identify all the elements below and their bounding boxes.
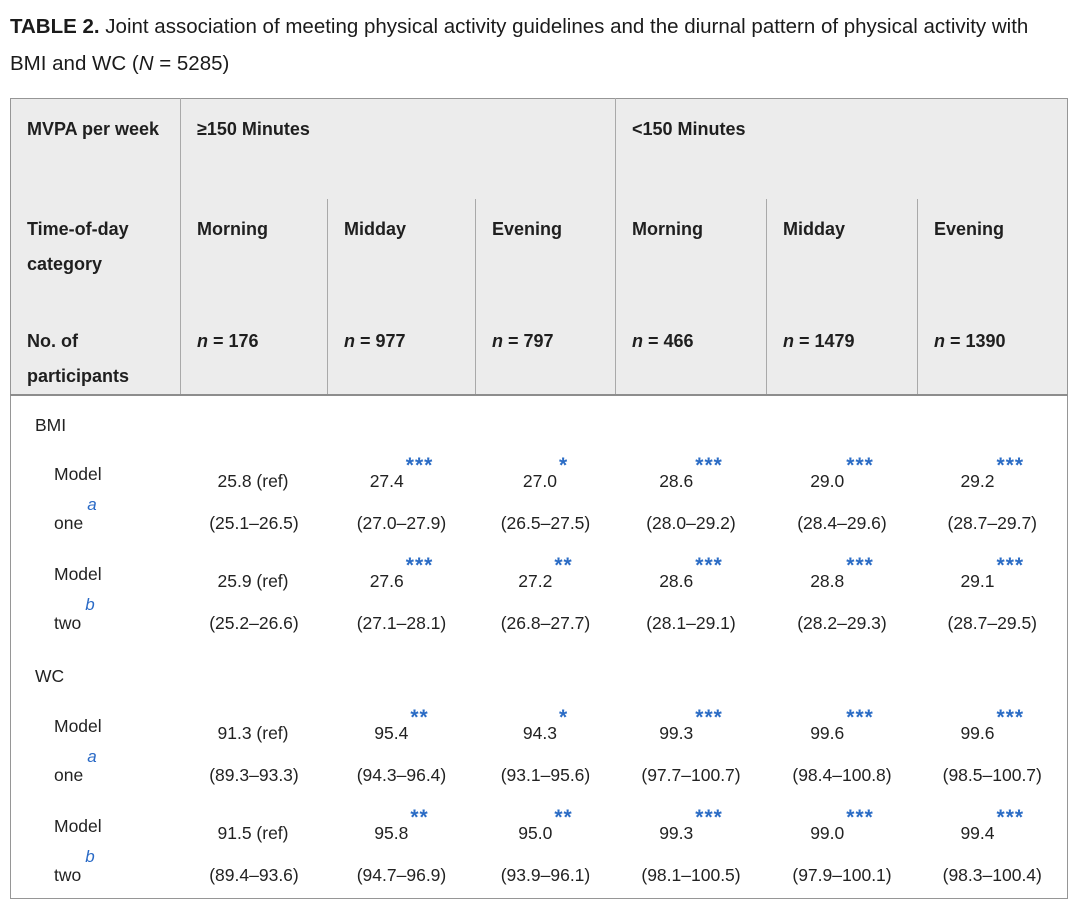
confidence-interval: (25.2–26.6) (209, 613, 299, 634)
header-row-time-of-day (11, 199, 1068, 311)
cell-bmi-m1-morning-ge150: 25.8 (ref) (25.1–26.5) (181, 447, 328, 547)
confidence-interval: (98.5–100.7) (942, 765, 1042, 786)
cell-wc-m1-morning-lt150: 99.3*** (97.7–100.7) (616, 699, 767, 799)
row-label-model-one (11, 699, 181, 799)
header-n-midday-1 (328, 311, 476, 395)
significance-stars: *** (695, 453, 723, 477)
significance-stars: * (558, 705, 569, 729)
cell-wc-m2-morning-ge150: 91.5 (ref) (89.4–93.6) (181, 799, 328, 899)
table-row-bmi-model-one (11, 447, 1068, 547)
significance-stars: *** (996, 705, 1025, 729)
n-value: = 466 (648, 330, 694, 351)
model-label-line1: Model (54, 715, 102, 736)
confidence-interval: (89.3–93.3) (209, 765, 299, 786)
significance-stars: ** (554, 553, 573, 577)
n-symbol: n (492, 330, 503, 351)
header-col-midday-1: Midday (328, 199, 476, 311)
significance-stars: *** (846, 805, 874, 829)
n-value: = 176 (213, 330, 259, 351)
row-label-model-one (11, 447, 181, 547)
confidence-interval: (28.2–29.3) (797, 613, 887, 634)
confidence-interval: (94.7–96.9) (356, 865, 447, 886)
confidence-interval: (28.7–29.7) (947, 513, 1038, 534)
confidence-interval: (28.4–29.6) (797, 513, 887, 534)
confidence-interval: (97.7–100.7) (641, 765, 741, 786)
sample-size-value: = 5285) (153, 52, 230, 75)
confidence-interval: (27.1–28.1) (356, 613, 447, 634)
model-label-line1: Model (54, 463, 102, 484)
cell-wc-m2-morning-lt150: 99.3*** (98.1–100.5) (616, 799, 767, 899)
header-time-of-day-category: Time-of-day category (11, 199, 181, 311)
significance-stars: *** (405, 453, 434, 477)
n-symbol: n (197, 330, 208, 351)
header-n-evening-1 (476, 311, 616, 395)
significance-stars: *** (996, 553, 1025, 577)
confidence-interval: (98.3–100.4) (942, 865, 1042, 886)
n-symbol: n (632, 330, 643, 351)
cell-wc-m1-evening-lt150: 99.6*** (98.5–100.7) (918, 699, 1068, 799)
table-body (11, 395, 1068, 899)
n-symbol: n (344, 330, 355, 351)
header-col-morning-2: Morning (616, 199, 767, 311)
header-col-morning-1: Morning (181, 199, 328, 311)
header-row-participants (11, 311, 1068, 395)
cell-wc-m2-midday-ge150: 95.8** (94.7–96.9) (328, 799, 476, 899)
cell-wc-m1-midday-lt150: 99.6*** (98.4–100.8) (767, 699, 918, 799)
significance-stars: *** (996, 805, 1025, 829)
cell-bmi-m2-midday-lt150: 28.8*** (28.2–29.3) (767, 547, 918, 647)
significance-stars: *** (695, 805, 723, 829)
sample-size-symbol: N (138, 52, 154, 75)
table-header (11, 99, 1068, 395)
footnote-marker-a: a (87, 494, 97, 514)
confidence-interval: (26.8–27.7) (500, 613, 591, 634)
cell-wc-m1-midday-ge150: 95.4** (94.3–96.4) (328, 699, 476, 799)
table-caption (10, 8, 1058, 82)
table-row-wc-model-two (11, 799, 1068, 899)
cell-bmi-m1-morning-lt150: 28.6*** (28.0–29.2) (616, 447, 767, 547)
significance-stars: *** (405, 553, 434, 577)
results-table (10, 98, 1068, 899)
header-n-morning-2 (616, 311, 767, 395)
significance-stars: *** (846, 453, 874, 477)
n-value: = 1479 (799, 330, 855, 351)
significance-stars: ** (410, 705, 429, 729)
section-row-wc (11, 647, 1068, 699)
row-label-model-two (11, 547, 181, 647)
significance-stars: *** (996, 453, 1025, 477)
section-row-bmi (11, 395, 1068, 447)
row-label-model-two (11, 799, 181, 899)
header-n-evening-2 (918, 311, 1068, 395)
significance-stars: *** (846, 705, 874, 729)
confidence-interval: (94.3–96.4) (356, 765, 447, 786)
header-n-morning-1 (181, 311, 328, 395)
confidence-interval: (28.7–29.5) (947, 613, 1038, 634)
cell-wc-m1-evening-ge150: 94.3* (93.1–95.6) (476, 699, 616, 799)
header-mvpa-per-week: MVPA per week (11, 99, 181, 199)
table-row-bmi-model-two (11, 547, 1068, 647)
confidence-interval: (89.4–93.6) (209, 865, 299, 886)
cell-wc-m2-evening-ge150: 95.0** (93.9–96.1) (476, 799, 616, 899)
n-value: = 797 (508, 330, 554, 351)
footnote-marker-b: b (85, 594, 95, 614)
cell-bmi-m1-midday-ge150: 27.4*** (27.0–27.9) (328, 447, 476, 547)
cell-wc-m2-evening-lt150: 99.4*** (98.3–100.4) (918, 799, 1068, 899)
confidence-interval: (26.5–27.5) (500, 513, 591, 534)
cell-wc-m1-morning-ge150: 91.3 (ref) (89.3–93.3) (181, 699, 328, 799)
model-label-line2: two$^b$ (54, 846, 95, 885)
confidence-interval: (25.1–26.5) (209, 513, 299, 534)
table-caption-label: TABLE 2. (10, 15, 100, 38)
significance-stars: ** (410, 805, 429, 829)
cell-bmi-m2-morning-ge150: 25.9 (ref) (25.2–26.6) (181, 547, 328, 647)
n-symbol: n (783, 330, 794, 351)
n-value: = 977 (360, 330, 406, 351)
cell-bmi-m2-morning-lt150: 28.6*** (28.1–29.1) (616, 547, 767, 647)
header-group-lt150: <150 Minutes (616, 99, 1068, 199)
cell-bmi-m1-evening-ge150: 27.0* (26.5–27.5) (476, 447, 616, 547)
cell-bmi-m2-midday-ge150: 27.6*** (27.1–28.1) (328, 547, 476, 647)
model-label-line2: one$^a$ (54, 494, 97, 533)
confidence-interval: (98.4–100.8) (792, 765, 892, 786)
n-value: = 1390 (950, 330, 1006, 351)
confidence-interval: (98.1–100.5) (641, 865, 741, 886)
cell-bmi-m2-evening-lt150: 29.1*** (28.7–29.5) (918, 547, 1068, 647)
significance-stars: * (558, 453, 569, 477)
cell-bmi-m1-evening-lt150: 29.2*** (28.7–29.7) (918, 447, 1068, 547)
model-label-line2: two$^b$ (54, 594, 95, 633)
confidence-interval: (28.0–29.2) (646, 513, 736, 534)
significance-stars: ** (554, 805, 573, 829)
header-col-evening-2: Evening (918, 199, 1068, 311)
header-row-mvpa (11, 99, 1068, 199)
significance-stars: *** (695, 553, 723, 577)
model-label-line1: Model (54, 815, 102, 836)
significance-stars: *** (846, 553, 874, 577)
section-label-bmi: BMI (11, 395, 1068, 447)
table-row-wc-model-one (11, 699, 1068, 799)
header-col-evening-1: Evening (476, 199, 616, 311)
model-label-line1: Model (54, 563, 102, 584)
n-symbol: n (934, 330, 945, 351)
header-no-of-participants: No. of participants (11, 311, 181, 395)
model-label-line2: one$^a$ (54, 746, 97, 785)
header-col-midday-2: Midday (767, 199, 918, 311)
cell-wc-m2-midday-lt150: 99.0*** (97.9–100.1) (767, 799, 918, 899)
cell-bmi-m1-midday-lt150: 29.0*** (28.4–29.6) (767, 447, 918, 547)
confidence-interval: (93.9–96.1) (500, 865, 591, 886)
cell-bmi-m2-evening-ge150: 27.2** (26.8–27.7) (476, 547, 616, 647)
section-label-wc: WC (11, 647, 1068, 699)
confidence-interval: (28.1–29.1) (646, 613, 736, 634)
footnote-marker-b: b (85, 846, 95, 866)
header-n-midday-2 (767, 311, 918, 395)
footnote-marker-a: a (87, 746, 97, 766)
header-group-ge150: ≥150 Minutes (181, 99, 616, 199)
confidence-interval: (93.1–95.6) (500, 765, 591, 786)
confidence-interval: (27.0–27.9) (356, 513, 447, 534)
significance-stars: *** (695, 705, 723, 729)
table-caption-text: Joint association of meeting physical activity guidelines and the diurnal pattern of physical activity with BMI and WC ( (10, 15, 1029, 75)
confidence-interval: (97.9–100.1) (792, 865, 892, 886)
